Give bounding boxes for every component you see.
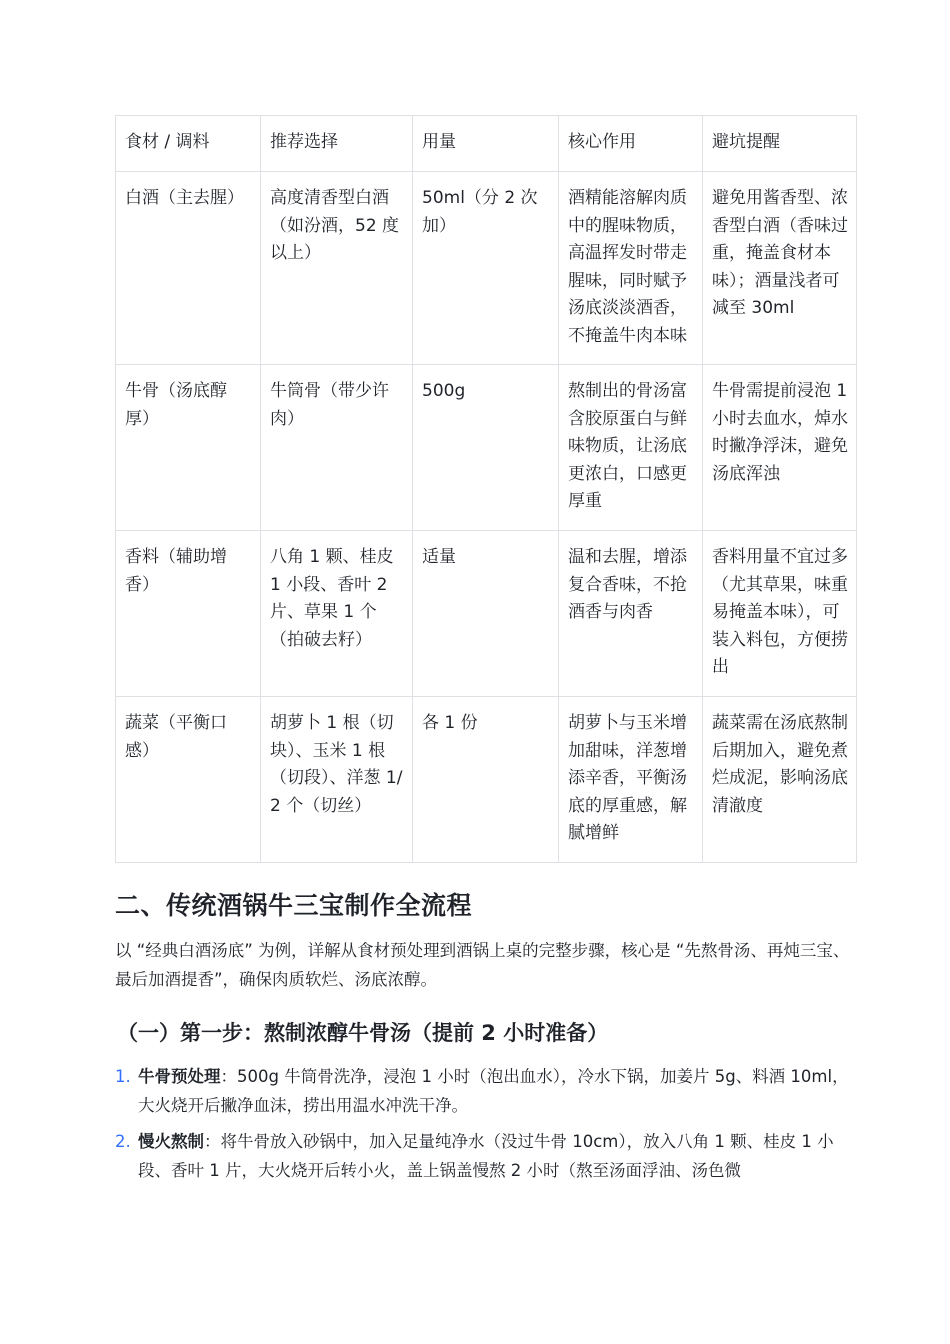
intro-paragraph: 以 “经典白酒汤底” 为例，详解从食材预处理到酒锅上桌的完整步骤，核心是 “先熬骨汤、再炖三宝、最后加酒提香”，确保肉质软烂、汤底浓醇。 [115,941,850,989]
table-cell: 酒精能溶解肉质中的腥味物质，高温挥发时带走腥味，同时赋予汤底淡淡酒香，不掩盖牛肉本味 [559,172,703,365]
table-cell: 避免用酱香型、浓香型白酒（香味过重，掩盖食材本味）；酒量浅者可减至 30ml [703,172,857,365]
table-row [116,172,857,365]
table-row [116,531,857,697]
list-item-title: 牛骨预处理 [138,1067,221,1086]
table-header-cell: 避坑提醒 [703,116,857,172]
step-list [115,1063,860,1193]
list-item [115,1063,860,1120]
step-heading: （一）第一步：熬制浓醇牛骨汤（提前 2 小时准备） [117,1021,609,1045]
table-row [116,365,857,531]
table-cell: 牛骨（汤底醇厚） [116,365,261,531]
section-heading: 二、传统酒锅牛三宝制作全流程 [115,891,473,920]
list-item [115,1128,860,1185]
table-cell: 500g [413,365,559,531]
table-cell: 温和去腥，增添复合香味，不抢酒香与肉香 [559,531,703,697]
table-cell: 各 1 份 [413,697,559,863]
list-item-title: 慢火熬制 [138,1132,204,1151]
table-cell: 白酒（主去腥） [116,172,261,365]
table-cell: 香料用量不宜过多（尤其草果，味重易掩盖本味），可装入料包，方便捞出 [703,531,857,697]
table-cell: 蔬菜需在汤底熬制后期加入，避免煮烂成泥，影响汤底清澈度 [703,697,857,863]
ingredients-table [115,115,857,863]
table-header-cell: 核心作用 [559,116,703,172]
table-cell: 牛筒骨（带少许肉） [261,365,413,531]
table-cell: 适量 [413,531,559,697]
list-number: 1. [115,1067,131,1086]
table-header-cell: 推荐选择 [261,116,413,172]
table-cell: 高度清香型白酒（如汾酒，52 度以上） [261,172,413,365]
table-cell: 牛骨需提前浸泡 1 小时去血水，焯水时撇净浮沫，避免汤底浑浊 [703,365,857,531]
table-cell: 熬制出的骨汤富含胶原蛋白与鲜味物质，让汤底更浓白，口感更厚重 [559,365,703,531]
table-cell: 胡萝卜与玉米增加甜味，洋葱增添辛香，平衡汤底的厚重感，解腻增鲜 [559,697,703,863]
table-cell: 胡萝卜 1 根（切块）、玉米 1 根（切段）、洋葱 1/2 个（切丝） [261,697,413,863]
list-item-text: ：将牛骨放入砂锅中，加入足量纯净水（没过牛骨 10cm），放入八角 1 颗、桂皮 1 小段、香叶 1 片，大火烧开后转小火，盖上锅盖慢熬 2 小时（熬至汤面浮油、汤色微 [138,1132,834,1180]
table-header-cell: 食材 / 调料 [116,116,261,172]
table-cell: 50ml（分 2 次加） [413,172,559,365]
table-cell: 蔬菜（平衡口感） [116,697,261,863]
table-header-cell: 用量 [413,116,559,172]
list-number: 2. [115,1132,131,1151]
table-cell: 香料（辅助增香） [116,531,261,697]
table-row [116,697,857,863]
list-item-text: ：500g 牛筒骨洗净，浸泡 1 小时（泡出血水），冷水下锅，加姜片 5g、料酒 10ml，大火烧开后撇净血沫，捞出用温水冲洗干净。 [138,1067,849,1115]
table-header-row [116,116,857,172]
table-cell: 八角 1 颗、桂皮 1 小段、香叶 2 片、草果 1 个（拍破去籽） [261,531,413,697]
